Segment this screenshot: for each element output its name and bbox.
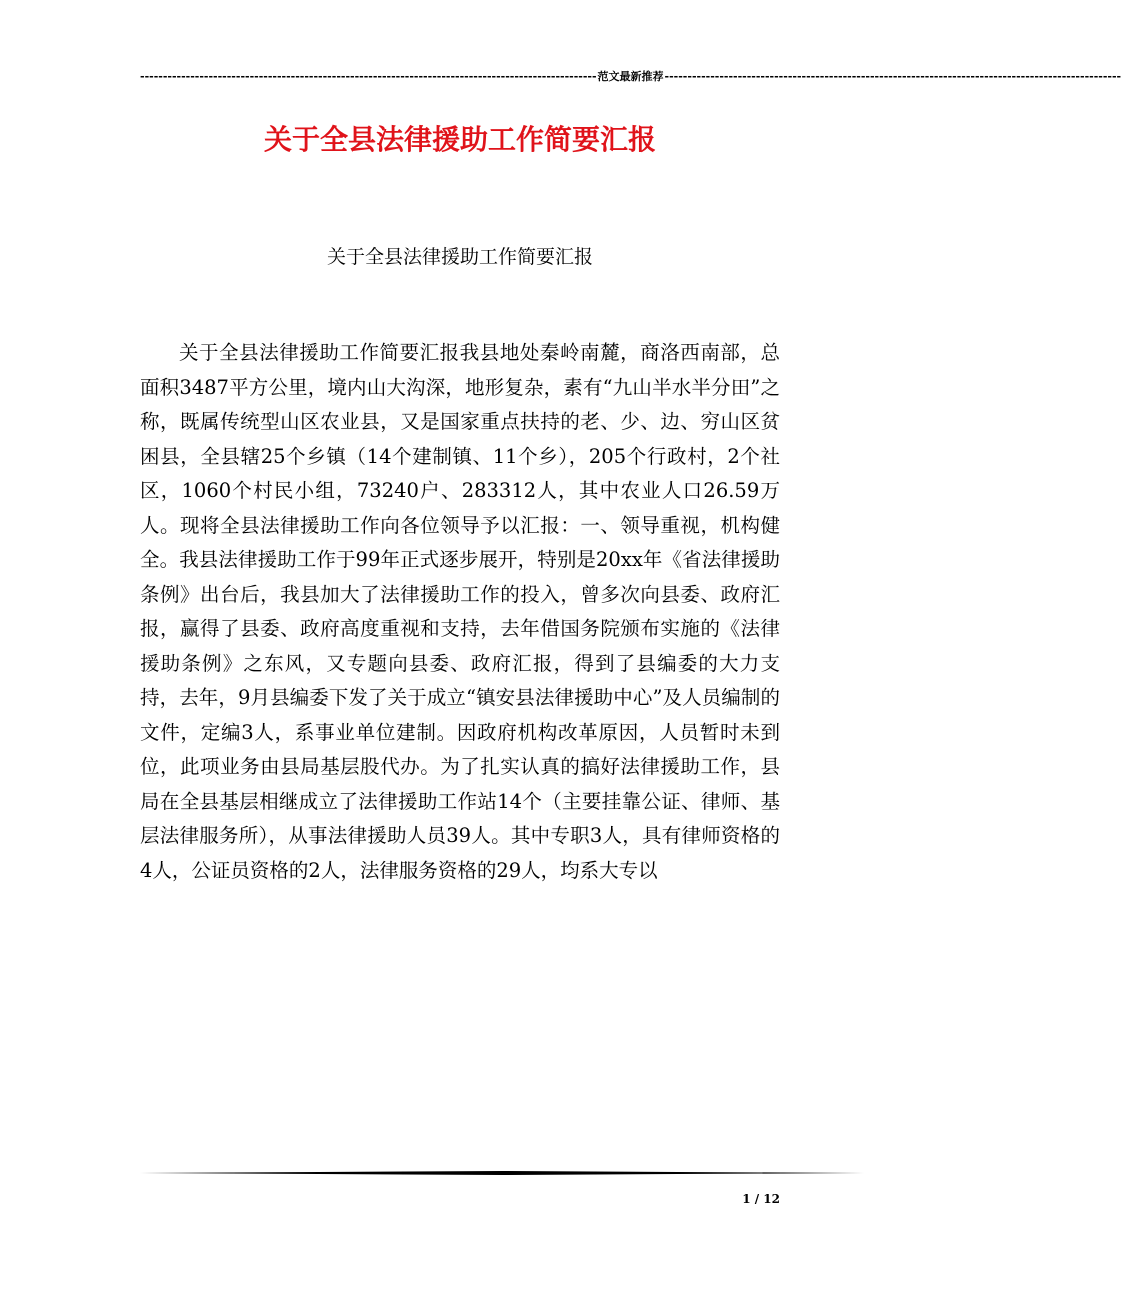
page-header (140, 68, 1121, 84)
document-title: 关于全县法律援助工作简要汇报 (263, 123, 656, 156)
page-number: 1 / 12 (742, 1192, 780, 1206)
document-body: 关于全县法律援助工作简要汇报我县地处秦岭南麓，商洛西南部，总面积3487平方公里，境内山大沟深，地形复杂，素有“九山半水半分田”之称，既属传统型山区农业县，又是国家重点扶持的老、少、边、穷山区贫困县，全县辖25个乡镇（14个建制镇、11个乡），205个行政村，2个社区，1060个村民小组，73240户、283312人，其中农业人口26.59万人。现将全县法律援助工作向各位领导予以汇报：一、领导重视，机构健全。我县法律援助工作于99年正式逐步展开，特别是20xx年《省法律援助条例》出台后，我县加大了法律援助工作的投入，曾多次向县委、政府汇报，赢得了县委、政府高度重视和支持，去年借国务院颁布实施的《法律援助条例》之东风，又专题向县委、政府汇报，得到了县编委的大力支持，去年，9月县编委下发了关于成立“镇安县法律援助中心”及人员编制的文件，定编3人，系事业单位建制。因政府机构改革原因，人员暂时未到位，此项业务由县局基层股代办。为了扎实认真的搞好法律援助工作，县局在全县基层相继成立了法律援助工作站14个（主要挂靠公证、律师、基层法律服务所），从事法律援助人员39人。其中专职3人，具有律师资格的4人，公证员资格的2人，法律服务资格的29人，均系大专以 (140, 341, 780, 882)
footer-rule (140, 1171, 864, 1175)
header-left-rule: ---------------------------------------------------------------------------------------------------- (140, 69, 597, 83)
document-subtitle: 关于全县法律援助工作简要汇报 (326, 246, 593, 268)
header-label: 范文最新推荐 (597, 70, 664, 83)
header-right-rule: ---------------------------------------------------------------------------------------------------- (664, 69, 1121, 83)
